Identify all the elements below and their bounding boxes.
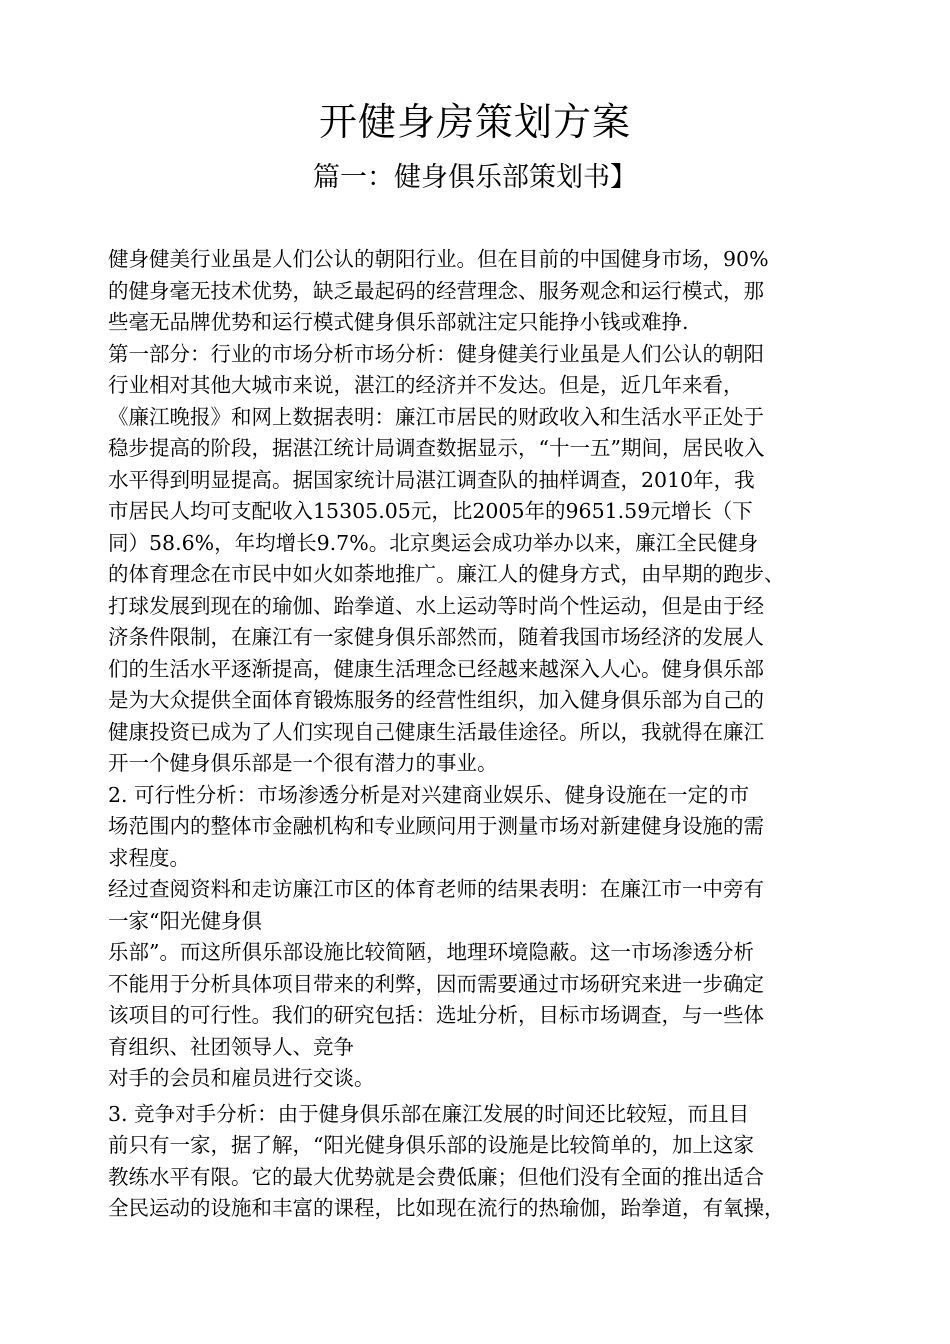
document-subtitle: 篇一：健身俱乐部策划书】 [313, 162, 637, 193]
body-line: 3. 竞争对手分析：由于健身俱乐部在廉江发展的时间还比较短，而且目 [108, 1101, 750, 1126]
body-line: 些毫无品牌优势和运行模式健身俱乐部就注定只能挣小钱或难挣. [108, 310, 689, 334]
body-line: 求程度。 [108, 845, 190, 870]
body-line: 济条件限制，在廉江有一家健身俱乐部然而，随着我国市场经济的发展人 [108, 625, 764, 649]
document-body [108, 244, 878, 1225]
body-line: 市居民人均可支配收入15305.05元，比2005年的9651.59元增长（下 [108, 499, 753, 523]
body-line: 同）58.6%，年均增长9.7%。北京奥运会成功举办以来，廉江全民健身 [108, 530, 759, 555]
body-line: 健康投资已成为了人们实现自己健康生活最佳途径。所以，我就得在廉江 [108, 719, 764, 744]
body-line: 教练水平有限。它的最大优势就是会费低廉；但他们没有全面的推出适合 [108, 1164, 764, 1189]
body-line: 一家“阳光健身俱 [108, 908, 262, 933]
body-line: 水平得到明显提高。据国家统计局湛江调查队的抽样调查，2010年，我 [108, 467, 755, 492]
body-line: 健身健美行业虽是人们公认的朝阳行业。但在目前的中国健身市场，90% [108, 247, 769, 271]
body-line: 是为大众提供全面体育锻炼服务的经营性组织，加入健身俱乐部为自己的 [108, 688, 764, 712]
body-line: 全民运动的设施和丰富的课程，比如现在流行的热瑜伽，跆拳道，有氧操， [108, 1196, 785, 1220]
body-line: 2. 可行性分析：市场渗透分析是对兴建商业娱乐、健身设施在一定的市 [108, 782, 750, 807]
body-line: 第一部分：行业的市场分析市场分析：健身健美行业虽是人们公认的朝阳 [108, 341, 764, 366]
body-line: 《廉江晚报》和网上数据表明：廉江市居民的财政收入和生活水平正处于 [108, 404, 764, 429]
body-line: 稳步提高的阶段，据湛江统计局调查数据显示，“十一五”期间，居民收入 [108, 436, 765, 460]
body-line: 该项目的可行性。我们的研究包括：选址分析，目标市场调查，与一些体 [108, 1003, 764, 1027]
body-line: 的体育理念在市民中如火如荼地推广。廉江人的健身方式，由早期的跑步、 [108, 562, 785, 586]
document-title: 开健身房策划方案 [318, 100, 631, 144]
body-line: 场范围内的整体市金融机构和专业顾问用于测量市场对新建健身设施的需 [108, 814, 764, 838]
body-line: 打球发展到现在的瑜伽、跆拳道、水上运动等时尚个性运动，但是由于经 [108, 593, 764, 618]
body-line: 对手的会员和雇员进行交谈。 [108, 1066, 375, 1090]
body-line: 开一个健身俱乐部是一个很有潜力的事业。 [108, 751, 498, 775]
body-line: 们的生活水平逐渐提高，健康生活理念已经越来越深入人心。健身俱乐部 [108, 656, 764, 681]
body-line: 经过查阅资料和走访廉江市区的体育老师的结果表明：在廉江市一中旁有 [108, 877, 764, 901]
body-line: 育组织、社团领导人、竞争 [108, 1034, 354, 1059]
body-line: 行业相对其他大城市来说，湛江的经济并不发达。但是，近几年来看， [108, 373, 744, 397]
body-line: 乐部”。而这所俱乐部设施比较简陋，地理环境隐蔽。这一市场渗透分析 [108, 940, 754, 964]
body-line: 的健身毫无技术优势，缺乏最起码的经营理念、服务观念和运行模式，那 [108, 278, 764, 303]
body-line: 前只有一家，据了解，“阳光健身俱乐部的设施是比较简单的，加上这家 [108, 1133, 754, 1157]
body-line: 不能用于分析具体项目带来的利弊，因而需要通过市场研究来进一步确定 [108, 971, 764, 996]
